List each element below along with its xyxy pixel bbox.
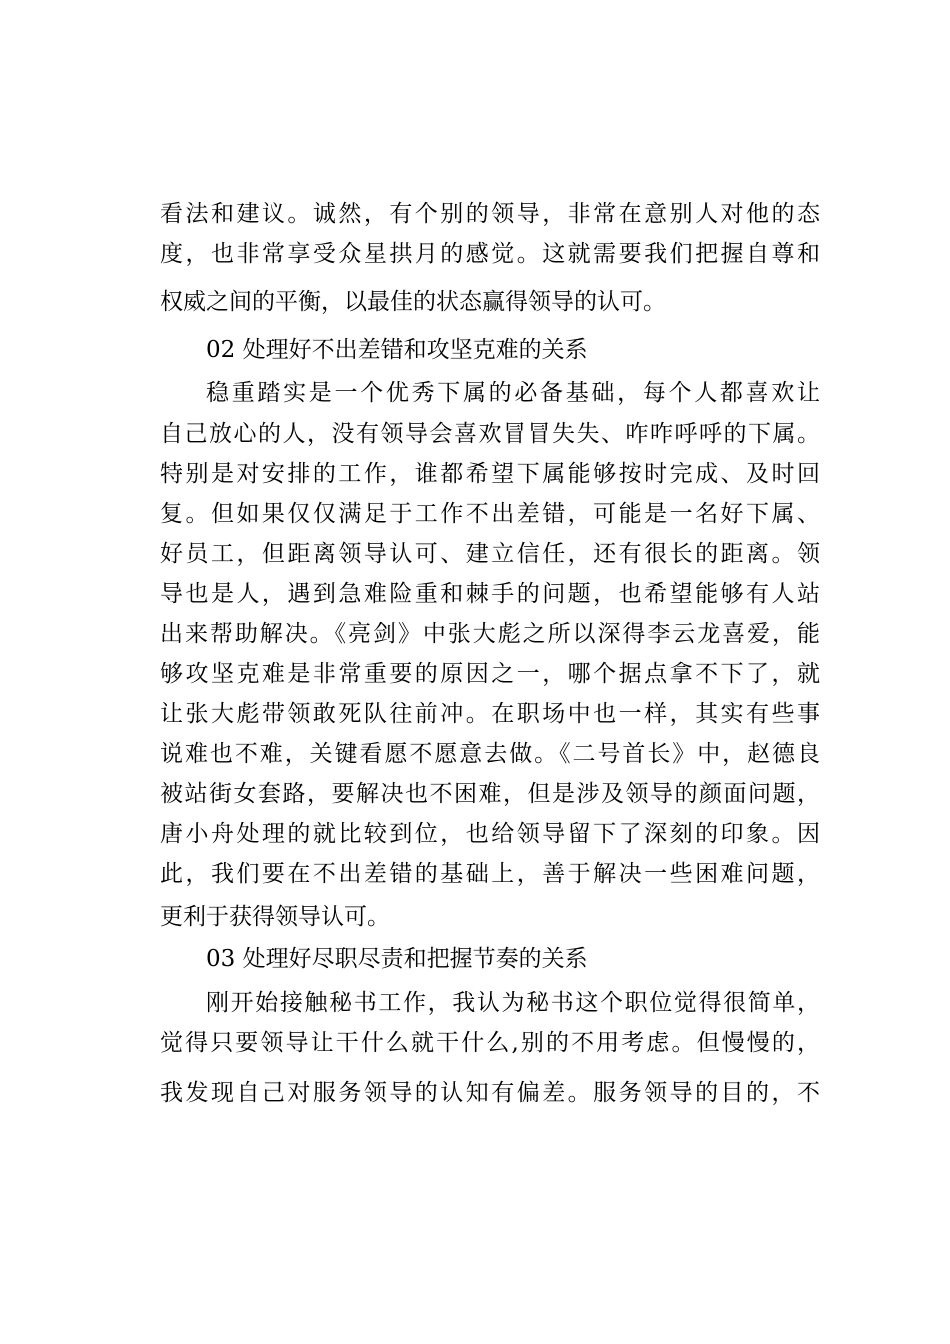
paragraph-line: 更利于获得领导认可。 — [160, 904, 390, 930]
paragraph-line: 导也是人，遇到急难险重和棘手的问题，也希望能够有人站 — [160, 581, 820, 607]
paragraph-line: 权威之间的平衡，以最佳的状态赢得领导的认可。 — [160, 289, 666, 315]
paragraph-line: 我发现自己对服务领导的认知有偏差。服务领导的目的，不 — [160, 1080, 820, 1106]
paragraph-line: 此，我们要在不出差错的基础上，善于解决一些困难问题， — [160, 861, 820, 887]
paragraph-line: 复。但如果仅仅满足于工作不出差错，可能是一名好下属、 — [160, 501, 820, 527]
paragraph-line: 特别是对安排的工作，谁都希望下属能够按时完成、及时回 — [160, 461, 820, 487]
paragraph-line: 唐小舟处理的就比较到位，也给领导留下了深刻的印象。因 — [160, 821, 820, 847]
paragraph-line: 够攻坚克难是非常重要的原因之一，哪个据点拿不下了，就 — [160, 661, 820, 687]
paragraph-line: 自己放心的人，没有领导会喜欢冒冒失失、咋咋呼呼的下属。 — [160, 421, 820, 447]
paragraph-line: 度，也非常享受众星拱月的感觉。这就需要我们把握自尊和 — [160, 241, 820, 267]
paragraph-line: 被站街女套路，要解决也不困难，但是涉及领导的颜面问题， — [160, 781, 820, 807]
paragraph-line: 刚开始接触秘书工作，我认为秘书这个职位觉得很简单， — [206, 990, 820, 1016]
paragraph-line: 好员工，但距离领导认可、建立信任，还有很长的距离。领 — [160, 541, 820, 567]
paragraph-line: 出来帮助解决。《亮剑》中张大彪之所以深得李云龙喜爱，能 — [160, 621, 820, 647]
section-heading-03: 03 处理好尽职尽责和把握节奏的关系 — [206, 946, 588, 972]
paragraph-line: 稳重踏实是一个优秀下属的必备基础，每个人都喜欢让 — [206, 380, 820, 406]
paragraph-line: 说难也不难，关键看愿不愿意去做。《二号首长》中，赵德良 — [160, 741, 820, 767]
paragraph-line: 让张大彪带领敢死队往前冲。在职场中也一样，其实有些事 — [160, 701, 820, 727]
section-heading-02: 02 处理好不出差错和攻坚克难的关系 — [206, 337, 588, 363]
paragraph-line: 觉得只要领导让干什么就干什么,别的不用考虑。但慢慢的， — [160, 1030, 820, 1056]
paragraph-line: 看法和建议。诚然，有个别的领导，非常在意别人对他的态 — [160, 201, 820, 227]
